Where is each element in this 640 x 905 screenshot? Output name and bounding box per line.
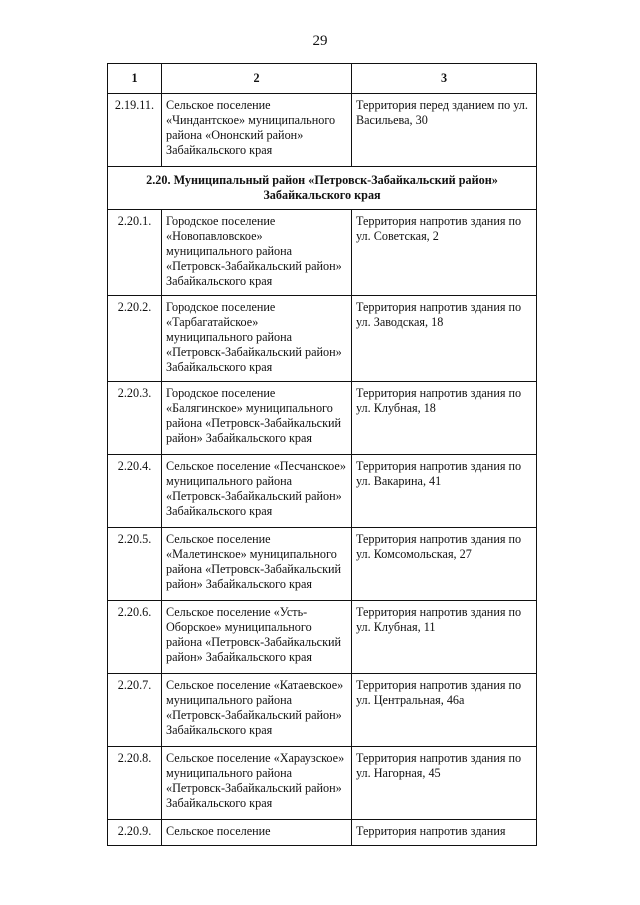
table-row [108, 296, 537, 382]
row-number: 2.20.7. [108, 674, 162, 747]
territory-cell: Территория напротив здания [352, 820, 537, 846]
header-col-3: 3 [352, 64, 537, 94]
territory-cell: Территория напротив здания по ул. Советская, 2 [352, 210, 537, 296]
header-col-1: 1 [108, 64, 162, 94]
row-number: 2.20.3. [108, 382, 162, 455]
settlement-cell: Сельское поселение «Усть-Оборское» муниципального района «Петровск-Забайкальский район» Забайкальского края [162, 601, 352, 674]
page-number: 29 [312, 33, 328, 49]
territory-cell: Территория напротив здания по ул. Вакарина, 41 [352, 455, 537, 528]
row-number: 2.20.1. [108, 210, 162, 296]
table-row [108, 601, 537, 674]
table-row [108, 674, 537, 747]
settlement-cell: Сельское поселение «Песчанское» муниципального района «Петровск-Забайкальский район» Забайкальского края [162, 455, 352, 528]
territory-cell: Территория перед зданием по ул. Васильева, 30 [352, 94, 537, 167]
territory-cell: Территория напротив здания по ул. Комсомольская, 27 [352, 528, 537, 601]
territory-cell: Территория напротив здания по ул. Заводская, 18 [352, 296, 537, 382]
settlement-cell: Сельское поселение «Малетинское» муниципального района «Петровск-Забайкальский район» Забайкальского края [162, 528, 352, 601]
table-row [108, 820, 537, 846]
row-number: 2.20.5. [108, 528, 162, 601]
table-row [108, 210, 537, 296]
row-number: 2.20.9. [108, 820, 162, 846]
settlement-cell: Сельское поселение [162, 820, 352, 846]
settlement-cell: Городское поселение «Тарбагатайское» муниципального района «Петровск-Забайкальский район» Забайкальского края [162, 296, 352, 382]
table-row [108, 528, 537, 601]
row-number: 2.20.4. [108, 455, 162, 528]
table-header-row [108, 64, 537, 94]
table-row [108, 94, 537, 167]
settlement-cell: Сельское поселение «Чиндантское» муниципального района «Ононский район» Забайкальского края [162, 94, 352, 167]
territory-cell: Территория напротив здания по ул. Центральная, 46а [352, 674, 537, 747]
settlement-cell: Сельское поселение «Хараузское» муниципального района «Петровск-Забайкальский район» Забайкальского края [162, 747, 352, 820]
settlement-cell: Городское поселение «Балягинское» муниципального района «Петровск-Забайкальский район» Забайкальского края [162, 382, 352, 455]
settlement-cell: Сельское поселение «Катаевское» муниципального района «Петровск-Забайкальский район» Забайкальского края [162, 674, 352, 747]
section-title: 2.20. Муниципальный район «Петровск-Забайкальский район» Забайкальского края [108, 167, 537, 210]
locations-table [107, 63, 537, 846]
table-row [108, 747, 537, 820]
section-row [108, 167, 537, 210]
row-number: 2.20.8. [108, 747, 162, 820]
table-row [108, 382, 537, 455]
row-number: 2.20.2. [108, 296, 162, 382]
table-row [108, 455, 537, 528]
settlement-cell: Городское поселение «Новопавловское» муниципального района «Петровск-Забайкальский район» Забайкальского края [162, 210, 352, 296]
row-number: 2.20.6. [108, 601, 162, 674]
territory-cell: Территория напротив здания по ул. Нагорная, 45 [352, 747, 537, 820]
territory-cell: Территория напротив здания по ул. Клубная, 18 [352, 382, 537, 455]
header-col-2: 2 [162, 64, 352, 94]
row-number: 2.19.11. [108, 94, 162, 167]
territory-cell: Территория напротив здания по ул. Клубная, 11 [352, 601, 537, 674]
